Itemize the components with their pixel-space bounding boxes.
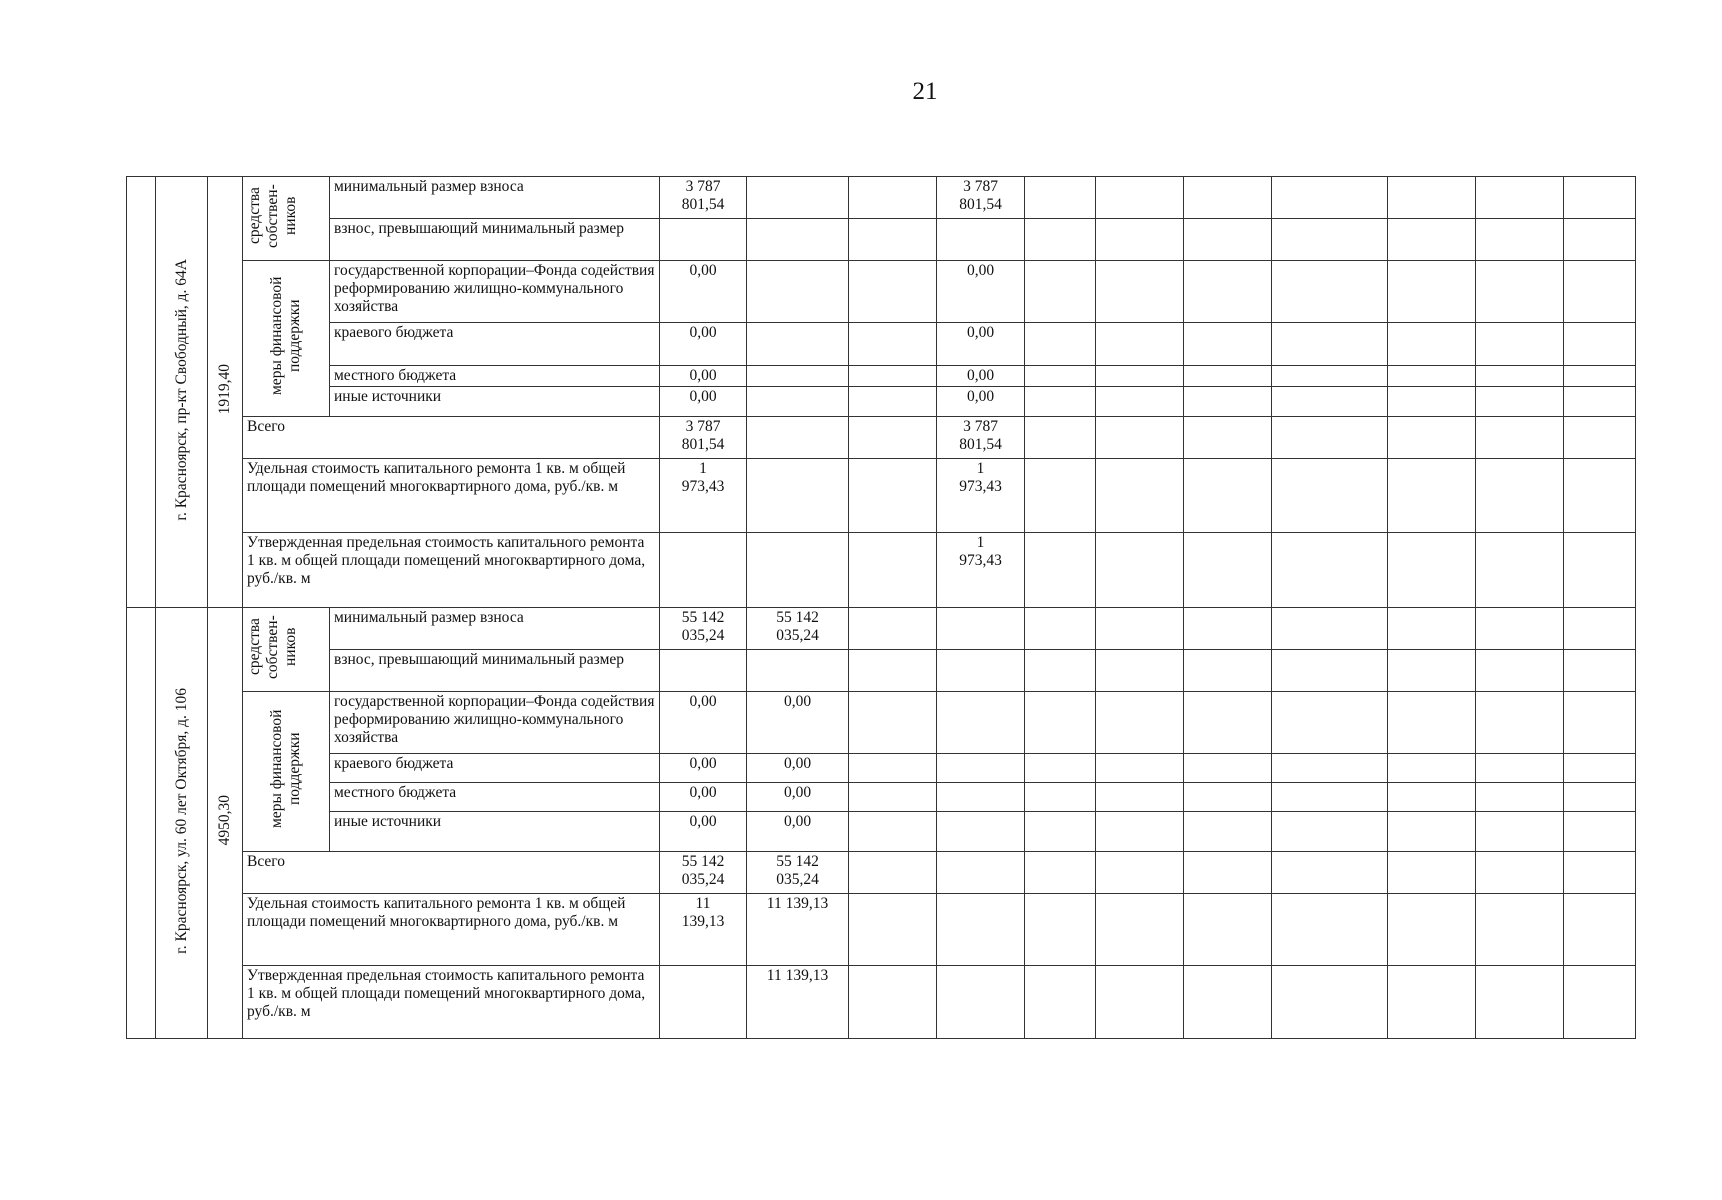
value-cell (747, 533, 849, 608)
empty-cell (1272, 783, 1388, 812)
empty-cell (1476, 650, 1564, 692)
empty-cell (1025, 692, 1096, 754)
value-cell: 0,00 (747, 812, 849, 852)
empty-cell (1184, 386, 1272, 416)
row-label-approved-limit: Утвержденная предельная стоимость капитального ремонта 1 кв. м общей площади помещений многоквартирного дома, руб./кв. м (243, 966, 660, 1039)
row-spacer (127, 177, 156, 608)
row-label-total: Всего (243, 852, 660, 894)
group-owners-funds (243, 177, 330, 261)
value-cell (849, 365, 937, 386)
row-label-total: Всего (243, 417, 660, 459)
value-cell (747, 323, 849, 365)
value-cell: 0,00 (660, 365, 747, 386)
value-cell: 1 973,43 (937, 533, 1025, 608)
empty-cell (1272, 894, 1388, 966)
empty-cell (1096, 783, 1184, 812)
empty-cell (1564, 459, 1636, 533)
area-label: 1919,40 (216, 364, 233, 415)
area-label: 4950,30 (216, 795, 233, 846)
value-cell: 0,00 (937, 323, 1025, 365)
section-area (208, 608, 243, 1039)
empty-cell (1476, 261, 1564, 323)
empty-cell (1476, 783, 1564, 812)
value-cell (849, 894, 937, 966)
empty-cell (1388, 783, 1476, 812)
value-cell (849, 812, 937, 852)
empty-cell (1025, 894, 1096, 966)
empty-cell (1184, 417, 1272, 459)
empty-cell (1184, 754, 1272, 783)
empty-cell (1476, 608, 1564, 650)
table-row (127, 261, 1636, 323)
empty-cell (1564, 692, 1636, 754)
group-support-measures (243, 261, 330, 417)
empty-cell (1184, 650, 1272, 692)
empty-cell (1272, 323, 1388, 365)
empty-cell (1564, 323, 1636, 365)
value-cell (849, 608, 937, 650)
empty-cell (1184, 812, 1272, 852)
table-row (127, 459, 1636, 533)
empty-cell (1388, 812, 1476, 852)
empty-cell (1272, 608, 1388, 650)
row-label-unit-cost: Удельная стоимость капитального ремонта 1 кв. м общей площади помещений многоквартирного дома, руб./кв. м (243, 459, 660, 533)
value-cell: 11 139,13 (747, 966, 849, 1039)
empty-cell (1476, 692, 1564, 754)
value-cell (937, 692, 1025, 754)
empty-cell (1025, 966, 1096, 1039)
value-cell (660, 219, 747, 261)
empty-cell (1564, 177, 1636, 219)
empty-cell (1564, 365, 1636, 386)
value-cell (849, 459, 937, 533)
empty-cell (1025, 608, 1096, 650)
empty-cell (1096, 608, 1184, 650)
empty-cell (1564, 852, 1636, 894)
empty-cell (1096, 219, 1184, 261)
empty-cell (1025, 459, 1096, 533)
value-cell (937, 894, 1025, 966)
empty-cell (1096, 894, 1184, 966)
group-support-label: меры финансовой поддержки (268, 276, 303, 396)
page-number: 21 (912, 78, 938, 105)
table-body (127, 177, 1636, 1039)
empty-cell (1564, 219, 1636, 261)
empty-cell (1096, 754, 1184, 783)
empty-cell (1272, 219, 1388, 261)
value-cell (849, 966, 937, 1039)
value-cell: 11 139,13 (747, 894, 849, 966)
value-cell (849, 386, 937, 416)
empty-cell (1272, 650, 1388, 692)
empty-cell (1096, 692, 1184, 754)
value-cell: 0,00 (747, 754, 849, 783)
row-label-other: иные источники (330, 386, 660, 416)
row-label-min-contribution: минимальный размер взноса (330, 608, 660, 650)
empty-cell (1564, 386, 1636, 416)
value-cell (849, 533, 937, 608)
empty-cell (1096, 459, 1184, 533)
table-row (127, 966, 1636, 1039)
empty-cell (1564, 754, 1636, 783)
empty-cell (1184, 966, 1272, 1039)
row-label-other: иные источники (330, 812, 660, 852)
value-cell: 0,00 (660, 783, 747, 812)
empty-cell (1096, 323, 1184, 365)
empty-cell (1476, 386, 1564, 416)
table-row (127, 783, 1636, 812)
empty-cell (1184, 323, 1272, 365)
empty-cell (1025, 177, 1096, 219)
address-label: г. Красноярск, ул. 60 лет Октября, д. 106 (172, 687, 190, 954)
value-cell: 1 973,43 (660, 459, 747, 533)
value-cell (937, 754, 1025, 783)
empty-cell (1272, 365, 1388, 386)
empty-cell (1272, 177, 1388, 219)
value-cell: 55 142 035,24 (660, 608, 747, 650)
row-label-approved-limit: Утвержденная предельная стоимость капитального ремонта 1 кв. м общей площади помещений многоквартирного дома, руб./кв. м (243, 533, 660, 608)
value-cell: 0,00 (937, 261, 1025, 323)
value-cell: 0,00 (747, 692, 849, 754)
empty-cell (1476, 323, 1564, 365)
empty-cell (1184, 783, 1272, 812)
value-cell (849, 754, 937, 783)
empty-cell (1272, 386, 1388, 416)
row-label-state-corp: государственной корпорации–Фонда содействия реформированию жилищно-коммунального хозяйства (330, 692, 660, 754)
value-cell (849, 692, 937, 754)
table-row (127, 323, 1636, 365)
table-row (127, 692, 1636, 754)
empty-cell (1564, 966, 1636, 1039)
empty-cell (1564, 812, 1636, 852)
table-row (127, 417, 1636, 459)
value-cell: 0,00 (660, 386, 747, 416)
value-cell (747, 386, 849, 416)
empty-cell (1476, 852, 1564, 894)
table-row (127, 386, 1636, 416)
value-cell (849, 650, 937, 692)
empty-cell (1025, 261, 1096, 323)
empty-cell (1388, 754, 1476, 783)
section-address (156, 177, 208, 608)
value-cell (937, 608, 1025, 650)
value-cell: 1 973,43 (937, 459, 1025, 533)
empty-cell (1388, 417, 1476, 459)
value-cell: 55 142 035,24 (747, 852, 849, 894)
table-row (127, 852, 1636, 894)
row-label-local: местного бюджета (330, 365, 660, 386)
row-label-excess-contribution: взнос, превышающий минимальный размер (330, 219, 660, 261)
table-row (127, 812, 1636, 852)
empty-cell (1184, 692, 1272, 754)
empty-cell (1025, 323, 1096, 365)
value-cell (937, 783, 1025, 812)
row-label-excess-contribution: взнос, превышающий минимальный размер (330, 650, 660, 692)
row-label-regional: краевого бюджета (330, 323, 660, 365)
row-label-state-corp: государственной корпорации–Фонда содействия реформированию жилищно-коммунального хозяйства (330, 261, 660, 323)
empty-cell (1476, 966, 1564, 1039)
value-cell (849, 177, 937, 219)
empty-cell (1388, 894, 1476, 966)
empty-cell (1096, 386, 1184, 416)
group-owners-label: средства собствен-ников (246, 615, 299, 679)
table-row (127, 894, 1636, 966)
empty-cell (1096, 852, 1184, 894)
empty-cell (1388, 386, 1476, 416)
empty-cell (1096, 261, 1184, 323)
empty-cell (1272, 692, 1388, 754)
value-cell (937, 966, 1025, 1039)
value-cell (849, 417, 937, 459)
empty-cell (1184, 219, 1272, 261)
empty-cell (1025, 812, 1096, 852)
value-cell (937, 219, 1025, 261)
empty-cell (1476, 417, 1564, 459)
empty-cell (1184, 533, 1272, 608)
empty-cell (1096, 365, 1184, 386)
empty-cell (1272, 417, 1388, 459)
table-row (127, 177, 1636, 219)
empty-cell (1025, 650, 1096, 692)
table-row (127, 754, 1636, 783)
empty-cell (1564, 650, 1636, 692)
value-cell: 3 787 801,54 (660, 417, 747, 459)
empty-cell (1272, 459, 1388, 533)
group-support-label: меры финансовой поддержки (268, 709, 303, 829)
empty-cell (1184, 459, 1272, 533)
empty-cell (1272, 966, 1388, 1039)
empty-cell (1388, 692, 1476, 754)
value-cell (849, 219, 937, 261)
empty-cell (1476, 177, 1564, 219)
empty-cell (1476, 894, 1564, 966)
value-cell: 3 787 801,54 (937, 177, 1025, 219)
empty-cell (1096, 177, 1184, 219)
empty-cell (1184, 608, 1272, 650)
value-cell: 0,00 (747, 783, 849, 812)
empty-cell (1184, 177, 1272, 219)
empty-cell (1388, 608, 1476, 650)
empty-cell (1564, 417, 1636, 459)
empty-cell (1025, 365, 1096, 386)
empty-cell (1096, 533, 1184, 608)
value-cell (747, 417, 849, 459)
empty-cell (1388, 852, 1476, 894)
value-cell (849, 261, 937, 323)
empty-cell (1184, 894, 1272, 966)
row-label-min-contribution: минимальный размер взноса (330, 177, 660, 219)
empty-cell (1476, 754, 1564, 783)
section-area (208, 177, 243, 608)
empty-cell (1564, 894, 1636, 966)
value-cell (849, 323, 937, 365)
empty-cell (1388, 459, 1476, 533)
table-row (127, 365, 1636, 386)
group-owners-funds (243, 608, 330, 692)
empty-cell (1388, 323, 1476, 365)
row-label-regional: краевого бюджета (330, 754, 660, 783)
empty-cell (1388, 365, 1476, 386)
value-cell: 0,00 (937, 386, 1025, 416)
capital-repair-table (126, 176, 1636, 1039)
table-row (127, 608, 1636, 650)
value-cell (747, 459, 849, 533)
empty-cell (1272, 812, 1388, 852)
empty-cell (1025, 754, 1096, 783)
value-cell (937, 650, 1025, 692)
table-row (127, 650, 1636, 692)
empty-cell (1564, 261, 1636, 323)
empty-cell (1388, 177, 1476, 219)
empty-cell (1476, 365, 1564, 386)
value-cell (747, 365, 849, 386)
empty-cell (1096, 966, 1184, 1039)
value-cell (849, 852, 937, 894)
empty-cell (1025, 852, 1096, 894)
empty-cell (1388, 650, 1476, 692)
empty-cell (1564, 783, 1636, 812)
empty-cell (1388, 966, 1476, 1039)
empty-cell (1388, 219, 1476, 261)
value-cell: 3 787 801,54 (660, 177, 747, 219)
empty-cell (1476, 812, 1564, 852)
row-label-local: местного бюджета (330, 783, 660, 812)
value-cell: 55 142 035,24 (660, 852, 747, 894)
value-cell (937, 812, 1025, 852)
empty-cell (1272, 754, 1388, 783)
empty-cell (1025, 219, 1096, 261)
empty-cell (1096, 650, 1184, 692)
empty-cell (1184, 261, 1272, 323)
empty-cell (1564, 608, 1636, 650)
empty-cell (1096, 417, 1184, 459)
table-row (127, 219, 1636, 261)
value-cell (660, 650, 747, 692)
value-cell: 11 139,13 (660, 894, 747, 966)
empty-cell (1388, 261, 1476, 323)
value-cell (660, 533, 747, 608)
empty-cell (1272, 261, 1388, 323)
empty-cell (1184, 365, 1272, 386)
value-cell: 0,00 (660, 812, 747, 852)
value-cell (660, 966, 747, 1039)
row-spacer (127, 608, 156, 1039)
value-cell: 0,00 (660, 323, 747, 365)
group-support-measures (243, 692, 330, 852)
table-row (127, 533, 1636, 608)
address-label: г. Красноярск, пр-кт Свободный, д. 64А (172, 258, 190, 521)
empty-cell (1025, 533, 1096, 608)
empty-cell (1025, 417, 1096, 459)
row-label-unit-cost: Удельная стоимость капитального ремонта 1 кв. м общей площади помещений многоквартирного дома, руб./кв. м (243, 894, 660, 966)
value-cell: 55 142 035,24 (747, 608, 849, 650)
value-cell (937, 852, 1025, 894)
value-cell: 3 787 801,54 (937, 417, 1025, 459)
empty-cell (1272, 852, 1388, 894)
section-address (156, 608, 208, 1039)
value-cell (747, 650, 849, 692)
empty-cell (1096, 812, 1184, 852)
empty-cell (1476, 533, 1564, 608)
empty-cell (1476, 219, 1564, 261)
group-owners-label: средства собствен-ников (246, 184, 299, 248)
empty-cell (1388, 533, 1476, 608)
value-cell (747, 219, 849, 261)
value-cell (747, 261, 849, 323)
empty-cell (1564, 533, 1636, 608)
empty-cell (1025, 386, 1096, 416)
empty-cell (1272, 533, 1388, 608)
value-cell: 0,00 (660, 261, 747, 323)
value-cell: 0,00 (660, 692, 747, 754)
value-cell: 0,00 (937, 365, 1025, 386)
value-cell: 0,00 (660, 754, 747, 783)
empty-cell (1025, 783, 1096, 812)
empty-cell (1476, 459, 1564, 533)
empty-cell (1184, 852, 1272, 894)
value-cell (747, 177, 849, 219)
value-cell (849, 783, 937, 812)
